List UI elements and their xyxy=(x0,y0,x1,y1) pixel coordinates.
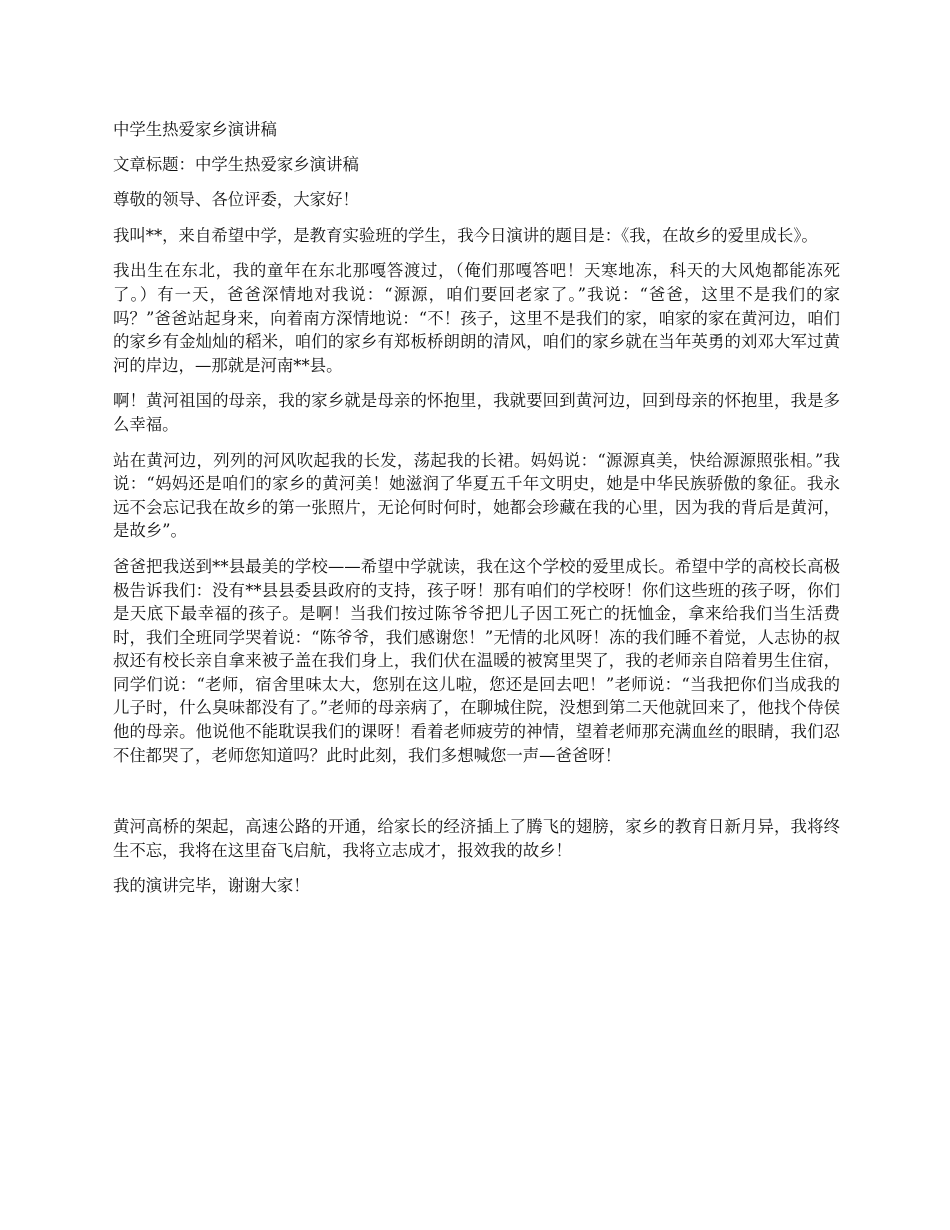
paragraph-childhood: 我出生在东北，我的童年在东北那嘎答渡过，（俺们那嘎答吧！天寒地冻，科天的大风炮都能冻死了。）有一天，爸爸深情地对我说：“源源，咱们要回老家了。”我说：“爸爸，这里不是我们的家吗？”爸爸站起身来，向着南方深情地说：“不！孩子，这里不是我们的家，咱家的家在黄河边，咱们的家乡有金灿灿的稻米，咱们的家乡有郑板桥朗朗的清风，咱们的家乡就在当年英勇的刘邓大军过黄河的岸边，—那就是河南**县。 xyxy=(113,261,840,375)
paragraph-photo: 站在黄河边，列列的河风吹起我的长发，荡起我的长裙。妈妈说：“源源真美，快给源源照张相。”我说：“妈妈还是咱们的家乡的黄河美！她滋润了华夏五千年文明史，她是中华民族骄傲的象征。我永远不会忘记我在故乡的第一张照片，无论何时何时，她都会珍藏在我的心里，因为我的背后是黄河，是故乡”。 xyxy=(113,450,840,541)
paragraph-yellow-river: 啊！黄河祖国的母亲，我的家乡就是母亲的怀抱里，我就要回到黄河边，回到母亲的怀抱里，我是多么幸福。 xyxy=(113,391,840,434)
greeting: 尊敬的领导、各位评委，大家好！ xyxy=(113,190,359,210)
paragraph-gap xyxy=(113,779,840,815)
document-body xyxy=(113,118,840,910)
paragraph-future: 黄河高桥的架起，高速公路的开通，给家长的经济插上了腾飞的翅膀，家乡的教育日新月异，我将终生不忘，我将在这里奋飞启航，我将立志成才，报效我的故乡！ xyxy=(113,817,840,860)
paragraph-school: 爸爸把我送到**县最美的学校——希望中学就读，我在这个学校的爱里成长。希望中学的高校长高极极告诉我们：没有**县县委县政府的支持，孩子呀！那有咱们的学校呀！你们这些班的孩子呀，你们是天底下最幸福的孩子。是啊！当我们按过陈爷爷把儿子因工死亡的抚恤金，拿来给我们当生活费时，我们全班同学哭着说：“陈爷爷，我们感谢您！”无情的北风呀！冻的我们睡不着觉，人志协的叔叔还有校长亲自拿来被子盖在我们身上，我们伏在温暖的被窝里哭了，我的老师亲自陪着男生住宿，同学们说：“老师，宿舍里味太大，您别在这儿啦，您还是回去吧！”老师说：“当我把你们当成我的儿子时，什么臭味都没有了。”老师的母亲病了，在聊城住院，没想到第二天他就回来了，他找个侍侯他的母亲。他说他不能耽误我们的课呀！看着老师疲劳的神情，望着老师那充满血丝的眼睛，我们忍不住都哭了，老师您知道吗？此时此刻，我们多想喊您一声—爸爸呀！ xyxy=(113,556,840,765)
document-heading: 中学生热爱家乡演讲稿 xyxy=(113,120,277,139)
article-title: 文章标题：中学生热爱家乡演讲稿 xyxy=(113,154,359,174)
paragraph-ending: 我的演讲完毕，谢谢大家！ xyxy=(113,876,310,896)
paragraph-intro: 我叫**，来自希望中学，是教育实验班的学生，我今日演讲的题目是：《我，在故乡的爱里成长》。 xyxy=(113,225,818,245)
